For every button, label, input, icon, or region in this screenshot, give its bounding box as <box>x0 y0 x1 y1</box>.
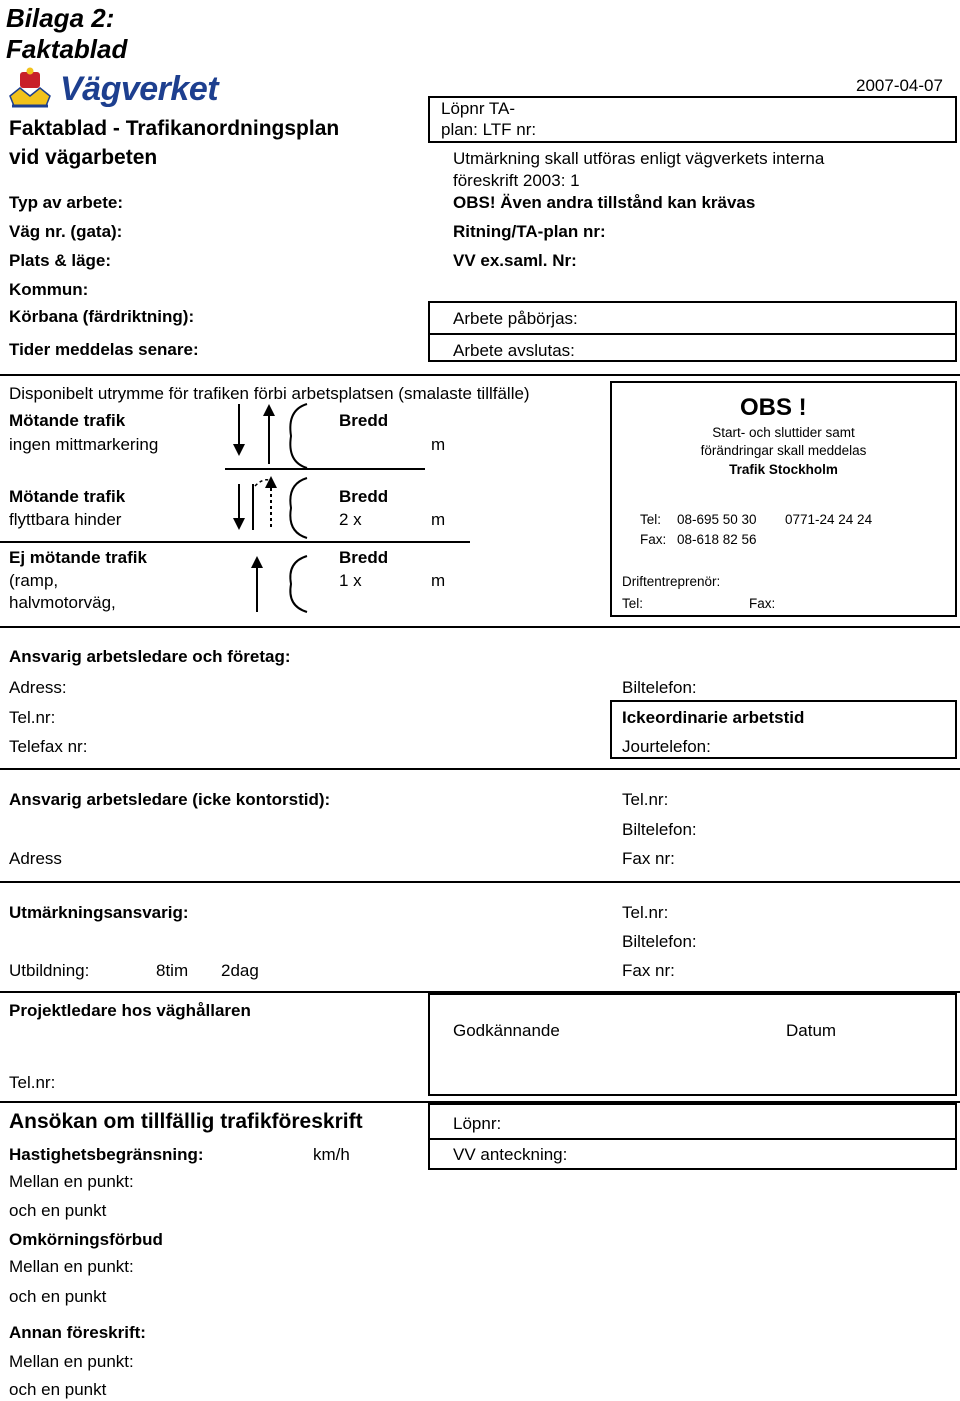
projektledare-heading: Projektledare hos väghållaren <box>9 1001 251 1020</box>
ansvarig-icke-telnr: Tel.nr: <box>622 790 669 809</box>
row2-value: 2 x <box>339 510 362 529</box>
section-divider <box>0 881 960 883</box>
omkorning-label: Omkörningsförbud <box>9 1230 163 1249</box>
ansvarig-telnr: Tel.nr: <box>9 708 56 727</box>
utmarkning-text-1: Utmärkning skall utföras enligt vägverkets interna <box>453 149 825 168</box>
obs-tel2: 0771-24 24 24 <box>785 512 873 527</box>
vv-saml-label: VV ex.saml. Nr: <box>453 251 577 270</box>
row-divider-2 <box>0 541 470 543</box>
godkannande-box <box>428 993 957 1096</box>
arbete-paborjas-label: Arbete påbörjas: <box>453 309 578 328</box>
document-date: 2007-04-07 <box>856 76 943 95</box>
divider <box>428 333 957 335</box>
jourtelefon-label: Jourtelefon: <box>622 737 711 756</box>
utmarkning-telnr: Tel.nr: <box>622 903 669 922</box>
obs-line3: Trafik Stockholm <box>729 462 838 477</box>
och-3: och en punkt <box>9 1380 107 1399</box>
row2-label: flyttbara hinder <box>9 510 122 529</box>
utbildning-dag: 2dag <box>221 961 259 980</box>
projektledare-telnr: Tel.nr: <box>9 1073 56 1092</box>
label-typ-av-arbete: Typ av arbete: <box>9 193 124 212</box>
ansvarig-icke-adress: Adress <box>9 849 62 868</box>
section-divider <box>0 374 960 376</box>
row1-bredd: Bredd <box>339 411 389 430</box>
ansvarig-icke-fax: Fax nr: <box>622 849 675 868</box>
appendix-title: Bilaga 2: <box>6 3 115 33</box>
obs-fax-label: Fax: <box>640 532 667 547</box>
ansvarig-icke-biltelefon: Biltelefon: <box>622 820 697 839</box>
utbildning-label: Utbildning: <box>9 961 90 980</box>
row3-value: 1 x <box>339 571 362 590</box>
drift-label: Driftentreprenör: <box>622 574 721 589</box>
utmarkning-biltelefon: Biltelefon: <box>622 932 697 951</box>
label-plats: Plats & läge: <box>9 251 112 270</box>
ritning-label: Ritning/TA-plan nr: <box>453 222 606 241</box>
utmarkning-text-2: föreskrift 2003: 1 <box>453 171 580 190</box>
ansvarig-telefax: Telefax nr: <box>9 737 88 756</box>
doc-title-line2: vid vägarbeten <box>9 146 158 169</box>
annan-label: Annan föreskrift: <box>9 1323 146 1342</box>
movable-barrier-diagram-icon <box>225 472 315 544</box>
hastighet-label: Hastighetsbegränsning: <box>9 1145 204 1164</box>
row2-label-bold: Mötande trafik <box>9 487 126 506</box>
row1-unit: m <box>431 435 446 454</box>
row3-label-bold: Ej mötande trafik <box>9 548 147 567</box>
row3-label: (ramp, <box>9 571 59 590</box>
ansvarig-adress: Adress: <box>9 678 67 697</box>
label-vag-nr: Väg nr. (gata): <box>9 222 123 241</box>
mellan-2: Mellan en punkt: <box>9 1257 134 1276</box>
utmarkning-fax: Fax nr: <box>622 961 675 980</box>
obs-line2: förändringar skall meddelas <box>700 443 867 458</box>
utmarkningsansvarig-heading: Utmärkningsansvarig: <box>9 903 189 922</box>
label-kommun: Kommun: <box>9 280 89 299</box>
vv-anteckning: VV anteckning: <box>453 1145 568 1164</box>
drift-tel-label: Tel: <box>622 596 644 611</box>
ansvarig-heading: Ansvarig arbetsledare och företag: <box>9 647 291 666</box>
appendix-subtitle: Faktablad <box>6 34 128 64</box>
divider <box>428 1138 957 1140</box>
ansvarig-icke-heading: Ansvarig arbetsledare (icke kontorstid): <box>9 790 331 809</box>
label-tider: Tider meddelas senare: <box>9 340 199 359</box>
row3-bredd: Bredd <box>339 548 389 567</box>
obs-tillstand-text: OBS! Även andra tillstånd kan krävas <box>453 193 756 212</box>
obs-tel1: 08-695 50 30 <box>677 512 757 527</box>
logo-wordmark: Vägverket <box>60 70 219 108</box>
obs-fax: 08-618 82 56 <box>677 532 757 547</box>
godkannande-label: Godkännande <box>453 1021 560 1040</box>
section-divider <box>0 768 960 770</box>
obs-line1: Start- och sluttider samt <box>712 425 855 440</box>
datum-label: Datum <box>786 1021 837 1040</box>
ickeordinarie-label: Ickeordinarie arbetstid <box>622 708 805 727</box>
mellan-3: Mellan en punkt: <box>9 1352 134 1371</box>
arbete-avslutas-label: Arbete avslutas: <box>453 341 575 360</box>
mellan-1: Mellan en punkt: <box>9 1172 134 1191</box>
och-2: och en punkt <box>9 1287 107 1306</box>
row2-bredd: Bredd <box>339 487 389 506</box>
obs-title: OBS ! <box>740 394 807 421</box>
row3-label-2: halvmotorväg, <box>9 593 116 612</box>
row3-unit: m <box>431 571 446 590</box>
ansvarig-biltelefon: Biltelefon: <box>622 678 697 697</box>
two-way-traffic-diagram-icon <box>225 400 315 472</box>
row2-unit: m <box>431 510 446 529</box>
traffic-heading: Disponibelt utrymme för trafiken förbi arbetsplatsen (smalaste tillfälle) <box>9 384 530 403</box>
obs-tel-label: Tel: <box>640 512 662 527</box>
label-korbana: Körbana (färdriktning): <box>9 307 195 326</box>
och-1: och en punkt <box>9 1201 107 1220</box>
ansokan-heading: Ansökan om tillfällig trafikföreskrift <box>9 1110 363 1133</box>
section-divider <box>0 626 960 628</box>
vagverket-logo <box>6 66 236 112</box>
ansokan-lopnr: Löpnr: <box>453 1114 502 1133</box>
row1-label: ingen mittmarkering <box>9 435 159 454</box>
drift-fax-label: Fax: <box>749 596 776 611</box>
row1-label-bold: Mötande trafik <box>9 411 126 430</box>
lopnr-label-2: plan: LTF nr: <box>441 120 537 139</box>
lopnr-label-1: Löpnr TA- <box>441 99 516 118</box>
row-divider-1 <box>225 468 425 470</box>
crown-emblem-icon <box>6 66 54 112</box>
kmh-unit: km/h <box>313 1145 350 1164</box>
one-way-traffic-diagram-icon <box>225 552 315 614</box>
utbildning-tim: 8tim <box>156 961 189 980</box>
doc-title-line1: Faktablad - Trafikanordningsplan <box>9 117 340 140</box>
